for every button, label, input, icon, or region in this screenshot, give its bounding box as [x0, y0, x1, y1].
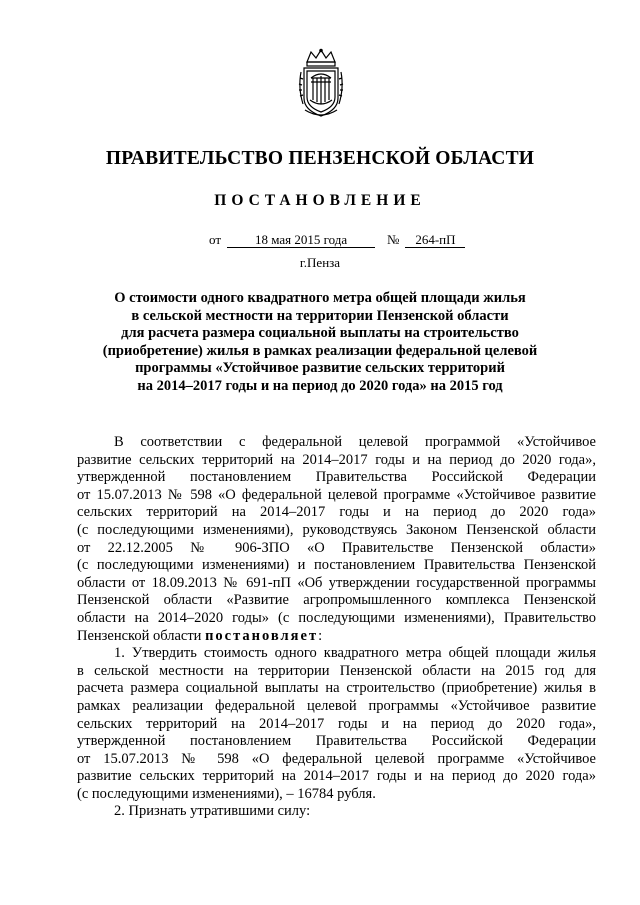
- title-line: О стоимости одного квадратного метра общей площади жилья: [114, 290, 526, 306]
- body-line: области на 2014–2020 годы» (с последующими изменениями), Правительство: [77, 609, 596, 626]
- body-line: утвержденной постановлением Правительства Российской Федерации: [77, 733, 596, 750]
- body-line: рамках реализации федеральной целевой программы «Устойчивое развитие: [77, 697, 596, 714]
- body-line: 1. Утвердить стоимость одного квадратного метра общей площади жилья: [114, 645, 596, 662]
- body-line: развитие сельских территорий на 2014–2017 годы и на период до 2020 года»: [77, 768, 596, 785]
- body-line: в сельской местности на территории Пензенской области на 2015 год для: [77, 662, 596, 679]
- body-line: (с последующими изменениями), – 16784 рубля.: [77, 785, 376, 802]
- document-type: ПОСТАНОВЛЕНИЕ: [214, 192, 426, 209]
- body-line: развитие сельских территорий на 2014–2017 годы и на период до 2020 года»,: [77, 451, 596, 468]
- date-number-line: [209, 232, 465, 248]
- title-line: на 2014–2017 годы и на период до 2020 года» на 2015 год: [137, 377, 503, 394]
- body-line: Пензенской области «Развитие агропромышленного комплекса Пензенской: [77, 592, 596, 609]
- body-text: Пензенской области: [77, 627, 206, 644]
- body-line: сельских территорий на 2014–2017 годы и на период до 2020 года»: [77, 504, 596, 521]
- body-line: от 15.07.2013 № 598 «О федеральной целевой программе «Устойчивое: [77, 750, 596, 767]
- body-line: [77, 628, 596, 646]
- body-line: утвержденной постановлением Правительства Российской Федерации: [77, 469, 596, 486]
- resolution-word: постановляет: [205, 627, 319, 644]
- body-line: (с последующими изменениями) и постановлением Правительства Пензенской: [77, 557, 596, 574]
- body-line: расчета размера социальной выплаты на строительство (приобретение) жилья в: [77, 680, 596, 697]
- body-line: области от 18.09.2013 № 691-пП «Об утверждении государственной программы: [77, 574, 596, 591]
- body-line: В соответствии с федеральной целевой программой «Устойчивое: [114, 434, 596, 450]
- date-prefix: от: [209, 232, 222, 247]
- document-date: 18 мая 2015 года: [227, 233, 375, 248]
- title-line: программы «Устойчивое развитие сельских территорий: [135, 360, 505, 376]
- document-body: [77, 434, 596, 821]
- organization-name: ПРАВИТЕЛЬСТВО ПЕНЗЕНСКОЙ ОБЛАСТИ: [105, 148, 535, 169]
- document-title: [80, 290, 560, 395]
- body-line: (с последующими изменениями), руководствуясь Законом Пензенской области: [77, 521, 596, 538]
- body-text: :: [318, 627, 323, 644]
- title-line: для расчета размера социальной выплаты на строительство: [121, 325, 519, 341]
- city: г.Пенза: [299, 255, 341, 270]
- body-line: сельских территорий на 2014–2017 годы и на период до 2020 года»,: [77, 715, 596, 732]
- body-line: от 22.12.2005 № 906-ЗПО «О Правительстве Пензенской области»: [77, 539, 596, 556]
- coat-of-arms-icon: [297, 48, 345, 120]
- title-line: в сельской местности на территории Пензенской области: [131, 307, 509, 324]
- title-line: (приобретение) жилья в рамках реализации федеральной целевой: [102, 342, 538, 359]
- body-line: от 15.07.2013 № 598 «О федеральной целевой программе «Устойчивое развитие: [77, 486, 596, 503]
- body-line: 2. Признать утратившими силу:: [114, 803, 311, 820]
- document-number: 264-пП: [405, 233, 465, 248]
- number-prefix: №: [387, 232, 400, 247]
